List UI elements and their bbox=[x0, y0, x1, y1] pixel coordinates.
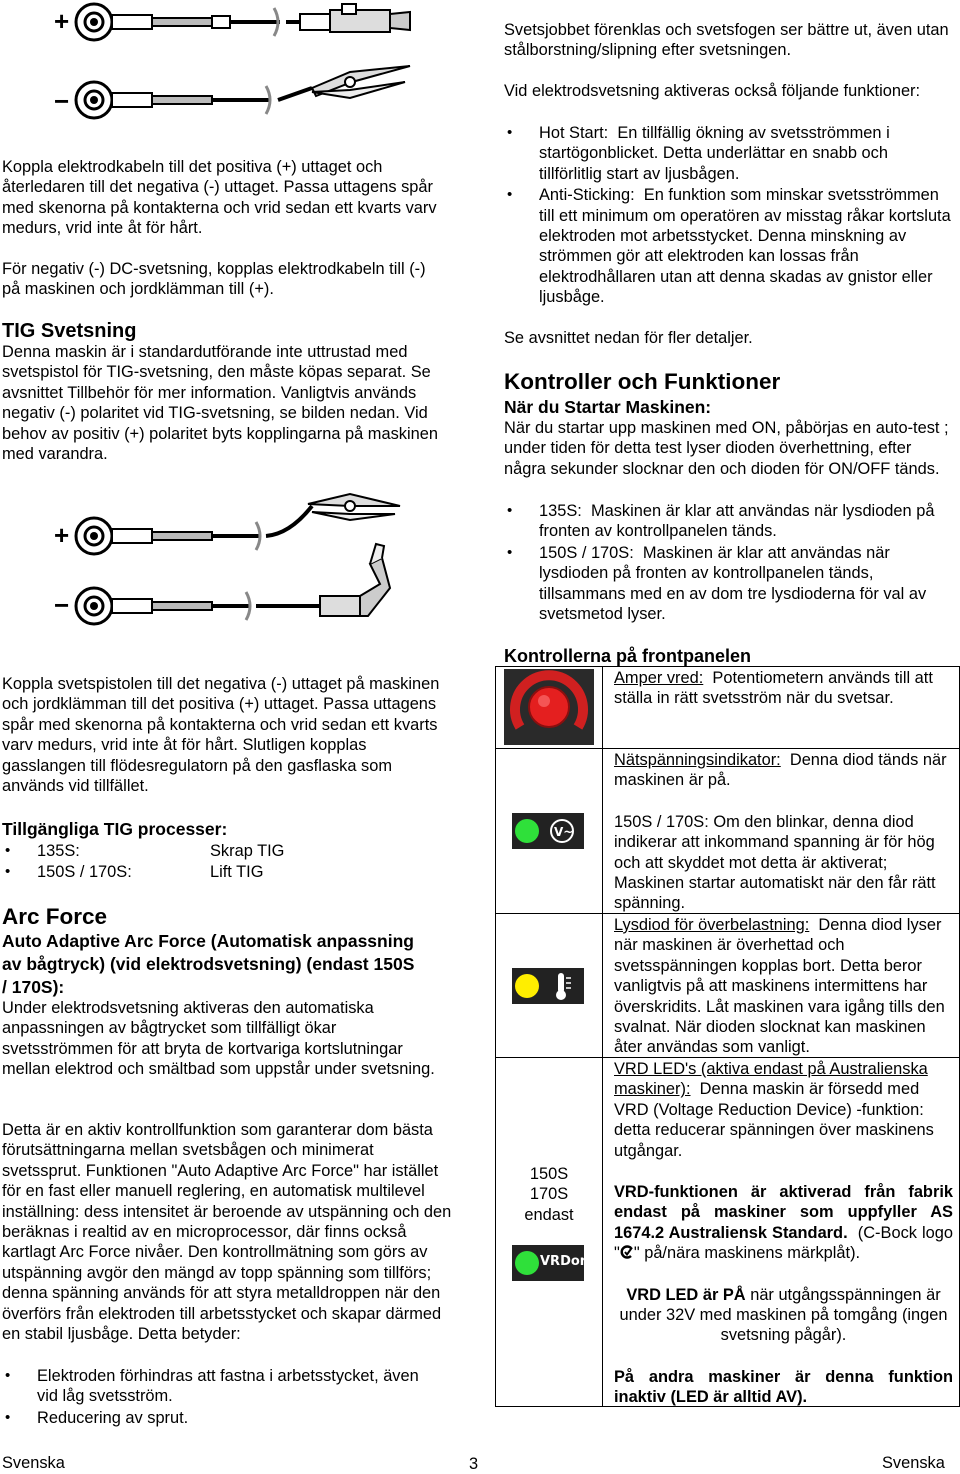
negative-socket-icon bbox=[54, 588, 112, 624]
arc-force-subheading: Auto Adaptive Arc Force (Automatisk anpassning av bågtryck) (vid elektrodsvetsning) (endast 150S / 170S): bbox=[2, 931, 415, 997]
electrode-cable-icon bbox=[112, 4, 410, 36]
mains-overvoltage-text: 150S / 170S: Om den blinkar, denna diod indikerar att inkommand spanning är för hög och att skyddet mot detta är aktiverat; Maskinen startar automatiskt när den får rätt spänning. bbox=[614, 812, 936, 913]
svg-text:V~: V~ bbox=[554, 825, 574, 839]
vrd-factory-text: VRD-funktionen är aktiverad från fabrik endast på maskiner som uppfyller AS 1674.2 Australiensk Standard. (C-Bock logo " " på/nära maskinens märkplåt). bbox=[614, 1183, 954, 1263]
c-tick-icon bbox=[620, 1245, 634, 1259]
mains-indicator-text: Denna diod tänds när maskinen är på. bbox=[614, 751, 947, 790]
front-panel-table bbox=[495, 666, 960, 1407]
tig-connection-text: Koppla svetspistolen till det negativa (-) uttaget på maskinen och jordklämman till det positiva (+) uttaget. Passa uttagens spår med skenorna på kontakterna och vrid sedan ett kvarts varv medurs, vrid inte åt för hårt. Slutligen kopplas gasslangen till flödesregulatorn på den gasflaska som används vid tillfället. bbox=[2, 675, 440, 796]
list-item: • 150S / 170S: Maskinen är klar att användas när lysdioden på fronten av kontrollpanelen tänds, tillsammans med en av dom tre lysdioderna för val av svetsmetod lyser. bbox=[504, 543, 954, 625]
weld-result-text: Svetsjobbet förenklas och svetsfogen ser bättre ut, även utan stålborstning/slipning efter svetsningen. bbox=[504, 21, 949, 60]
list-item: • Reducering av sprut. bbox=[2, 1408, 422, 1428]
vrd-led-text: VRD LED är PÅ när utgångsspänningen är under 32V med maskinen på tomgång (ingen svetsning pågår). bbox=[619, 1285, 948, 1345]
svg-text:+: + bbox=[54, 520, 70, 550]
list-item: • 135S: Maskinen är klar att användas när lysdioden på fronten av kontrollpanelen tänds. bbox=[504, 501, 954, 542]
vrd-label: VRD LED's (aktiva endast på Australienska maskiner): bbox=[614, 1060, 928, 1099]
mma-functions-list bbox=[504, 123, 954, 308]
startup-text: När du startar upp maskinen med ON, påbörjas en auto-test ; under tiden för detta test lyser dioden överhettning, efter några sekunder slocknar den och dioden för ON/OFF tänds. bbox=[504, 419, 949, 478]
tig-torch-icon bbox=[112, 544, 390, 620]
arc-force-text-1: Under elektrodsvetsning aktiveras den automatiska anpassningen av bågtrycket som tillfälligt ökar svetsströmmen för att bryta de kortvariga kortslutningar mellan elektrod och smältbad som uppstår under svetsning. bbox=[2, 999, 435, 1079]
overload-text: Denna diod lyser när maskinen är överhettad och svetsspänningen kopplas bort. Detta beror vanligtvis på att maskinens intermittens har överskridits. Låt maskinen vara igång tills den svalnat. När dioden slocknat kan maskinen åter användas som vanligt. bbox=[614, 916, 945, 1057]
overload-label: Lysdiod för överbelastning: bbox=[614, 916, 810, 934]
mains-indicator-label: Nätspänningsindikator: bbox=[614, 751, 781, 769]
tig-intro-text: Denna maskin är i standardutförande inte uttrustad med svetspistol för TIG-svetsning, den måste köpas separat. Se avsnittet Tillbehör för mer information. Vanligtvis används negativ (-) polaritet vid TIG-svetsning, se bilden nedan. Vid behov av positiv (+) polaritet byts kopplingarna på maskinen med varandra. bbox=[2, 343, 438, 464]
amp-knob-label: Amper vred: bbox=[614, 669, 704, 687]
positive-socket-icon bbox=[54, 518, 112, 554]
amp-knob-icon bbox=[504, 669, 594, 745]
vrd-led-icon: VRDon bbox=[512, 1245, 584, 1281]
list-item: • Anti-Sticking: En funktion som minskar svetsströmmen till ett minimum om operatören av misstag råkar kortsluta elektroden mot arbetsstycket. Denna minskning av strömmen gör att elektroden kan lossas från elektrodhållaren utan att denna skadas av gnistor eller ljusbåge. bbox=[504, 185, 954, 307]
illustration-tig-connection bbox=[50, 484, 410, 644]
table-row bbox=[496, 914, 959, 1058]
vrd-text: Denna maskin är försedd med VRD (Voltage Reduction Device) -funktion: detta reducerar spänningen över maskinens utgångar. bbox=[614, 1080, 934, 1160]
list-item: • Hot Start: En tillfällig ökning av svetsströmmen i startögonblicket. Detta underlättar en snabb och tillförlitlig start av ljusbågen. bbox=[504, 123, 954, 184]
tig-processes-heading: Tillgängliga TIG processer: bbox=[2, 819, 228, 839]
table-row bbox=[496, 667, 959, 749]
mma-functions-intro: Vid elektrodsvetsning aktiveras också följande funktioner: bbox=[504, 82, 921, 100]
amp-knob-text: Potentiometern används till att ställa in rätt svetsström när du svetsar. bbox=[614, 669, 933, 708]
front-panel-heading: Kontrollerna på frontpanelen bbox=[504, 646, 752, 666]
footer-language-left: Svenska bbox=[2, 1454, 65, 1472]
mma-connection-text: Koppla elektrodkabeln till det positiva (+) uttaget och återledaren till det negativa (-) uttaget. Passa uttagens spår med skenorna på kontakterna och vrid sedan ett kvarts varv medurs, vrid inte åt för hårt. bbox=[2, 158, 437, 238]
footer-language-right: Svenska bbox=[882, 1454, 945, 1472]
illustration-mma-connection bbox=[50, 0, 420, 142]
tig-processes-list bbox=[2, 841, 442, 883]
list-item: • 150S / 170S: Lift TIG bbox=[2, 862, 442, 882]
arc-force-text-2: Detta är en aktiv kontrollfunktion som garanterar dom bästa förutsättningarna mellan svetsbågen och minimerat svetssprut. Funktionen "Auto Adaptive Arc Force" har istället för en fast eller manuell reglering, en automatisk multilevel inställning: dess intensitet är beroende av utspänning och den beräknas i realtid av en microprocessor, där finns också kartlagt Arc Force nivåer. Den kontrollmätning som görs av utspänning avgör den mängd av topp spänning som tillförs; denna spänning används för att styra metalldroppen när den överförs från elektroden till arbetsstycket och skapar därmed en stabil ljusbåge. Detta betyder: bbox=[2, 1121, 452, 1344]
see-below-text: Se avsnittet nedan för fler detaljer. bbox=[504, 329, 753, 347]
mains-led-icon bbox=[512, 813, 584, 849]
earth-clamp-icon bbox=[112, 494, 400, 550]
svg-text:+: + bbox=[54, 6, 70, 36]
arc-force-benefits-list bbox=[2, 1366, 422, 1428]
negative-dc-text: För negativ (-) DC-svetsning, kopplas elektrodkabeln till (-) på maskinen och jordklämman till (+). bbox=[2, 260, 426, 299]
list-item: • Elektroden förhindras att fastna i arbetsstycket, även vid låg svetsström. bbox=[2, 1366, 422, 1407]
table-row bbox=[496, 1058, 959, 1406]
vrd-other-machines-text: På andra maskiner är denna funktion inaktiv (LED är alltid AV). bbox=[614, 1367, 953, 1407]
negative-socket-icon bbox=[54, 82, 112, 118]
overload-led-icon bbox=[512, 968, 584, 1004]
svg-text:−: − bbox=[54, 86, 70, 116]
tig-heading: TIG Svetsning bbox=[2, 320, 137, 342]
vrd-model-note: 150S 170S endast bbox=[524, 1165, 574, 1224]
startup-model-list bbox=[504, 501, 954, 624]
earth-clamp-icon bbox=[112, 66, 410, 114]
svg-text:−: − bbox=[54, 590, 70, 620]
controls-heading: Kontroller och Funktioner bbox=[504, 369, 781, 394]
table-row bbox=[496, 749, 959, 914]
list-item: • 135S: Skrap TIG bbox=[2, 841, 442, 861]
arc-force-heading: Arc Force bbox=[2, 904, 108, 929]
startup-subheading: När du Startar Maskinen: bbox=[504, 397, 712, 417]
page-number: 3 bbox=[469, 1455, 479, 1473]
positive-socket-icon bbox=[54, 4, 112, 40]
